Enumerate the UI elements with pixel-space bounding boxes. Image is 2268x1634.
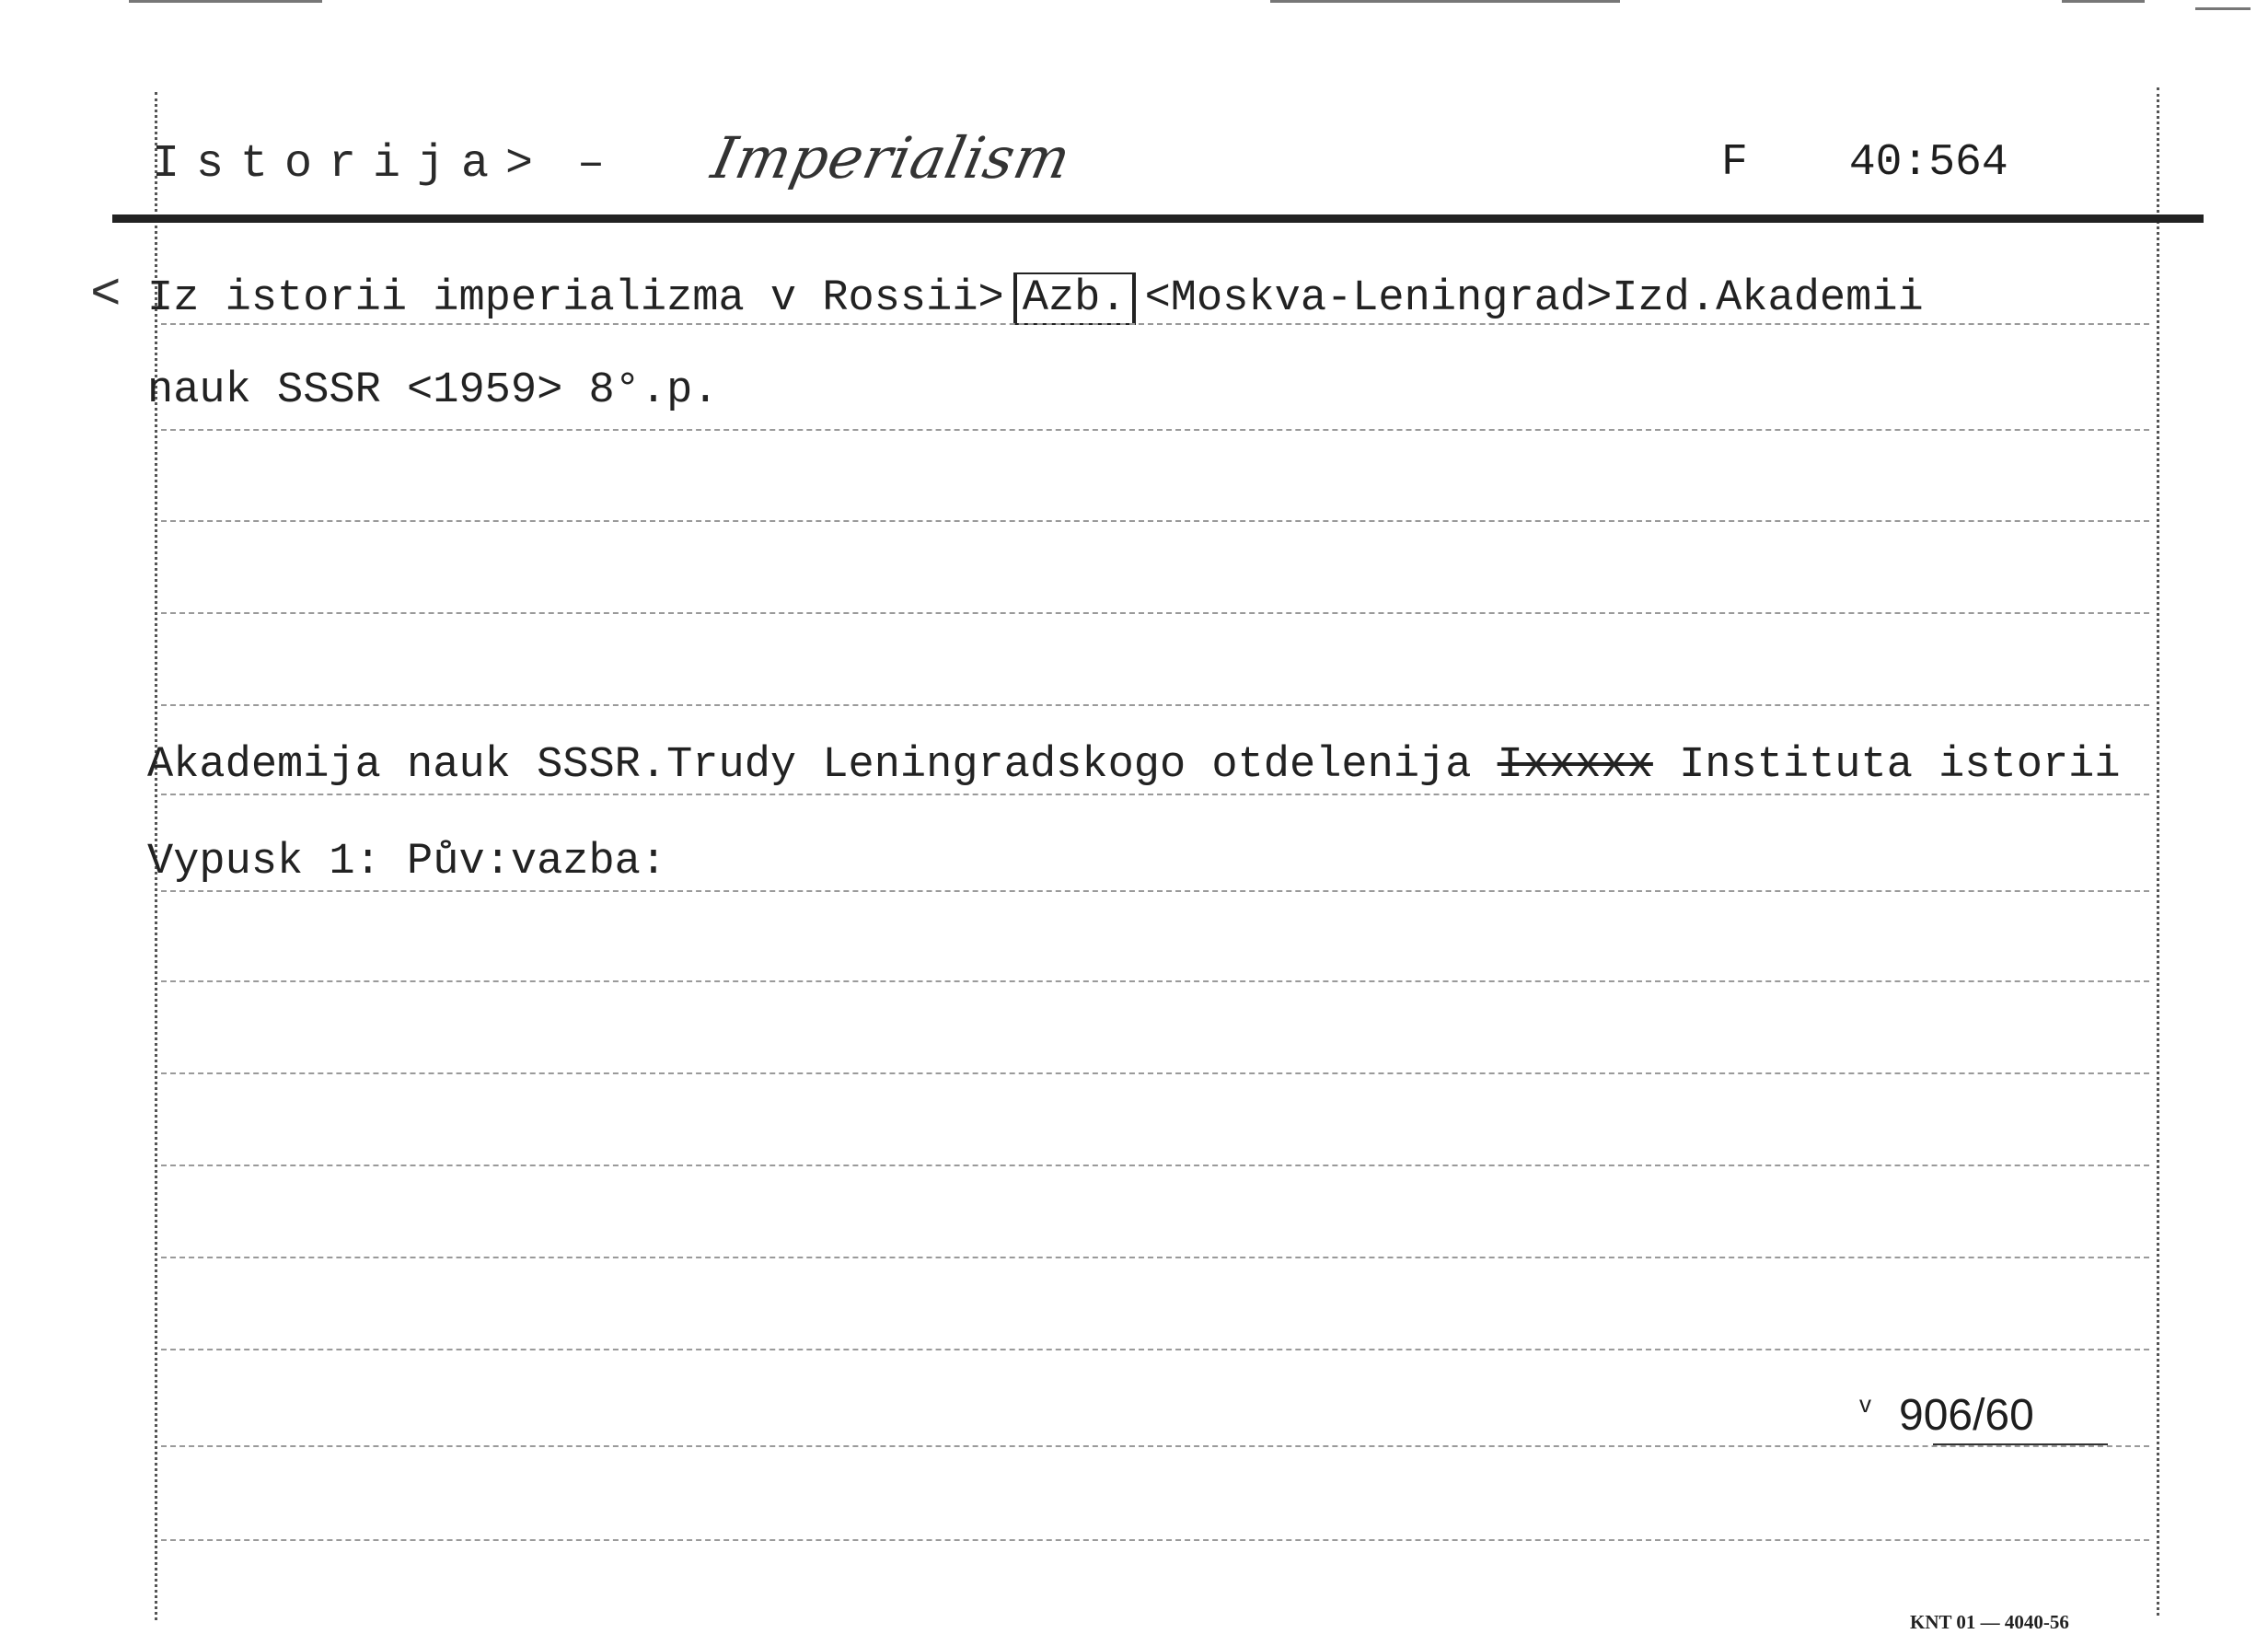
writing-line	[161, 794, 2149, 795]
right-margin-line	[2157, 87, 2159, 1616]
heading-typed: Istorija>	[152, 138, 550, 191]
scan-edge	[2195, 7, 2251, 10]
language-box: Azb.	[1013, 272, 1136, 325]
writing-line	[161, 704, 2149, 706]
volume-line: Vypusk 1: Pův:vazba:	[147, 838, 667, 887]
writing-line	[161, 1072, 2149, 1074]
writing-line	[161, 1349, 2149, 1350]
writing-line	[161, 1257, 2149, 1258]
writing-line	[161, 520, 2149, 522]
form-code: KNT 01 — 4040-56	[1910, 1611, 2069, 1633]
writing-line	[161, 890, 2149, 892]
writing-line	[161, 1539, 2149, 1541]
writing-line	[161, 429, 2149, 431]
writing-line	[161, 323, 2149, 325]
series-struck: Ixxxxx	[1497, 741, 1653, 790]
writing-line	[161, 612, 2149, 614]
writing-line	[161, 1165, 2149, 1166]
title-line	[147, 272, 1924, 325]
heading-dash: –	[550, 138, 606, 191]
title-text: Iz istorii imperializma v Rossii>	[147, 274, 1004, 323]
check-tick: v	[1859, 1390, 1871, 1418]
accession-number	[1859, 1390, 2034, 1441]
call-number-prefix: F	[1721, 138, 1748, 188]
accession-value: 906/60	[1899, 1391, 2034, 1440]
imprint-place: <Moskva-Leningrad>Izd.Akademii	[1144, 274, 1924, 323]
heading-rule	[112, 214, 2204, 223]
heading-handwritten: Imperialism	[706, 124, 1078, 191]
series-prefix: Akademija nauk SSSR.Trudy Leningradskogo otdelenija	[147, 741, 1498, 790]
imprint-line: nauk SSSR <1959> 8°.p.	[147, 366, 719, 415]
series-line	[147, 741, 2121, 790]
accession-underline	[1933, 1443, 2108, 1445]
series-suffix: Instituta istorii	[1652, 741, 2121, 790]
writing-line	[161, 980, 2149, 982]
writing-line	[161, 1445, 2149, 1447]
entry-marker: <	[90, 265, 122, 324]
scan-edge	[1270, 0, 1620, 3]
subject-heading	[152, 138, 605, 191]
call-number	[1721, 138, 2008, 188]
call-number-value: 40:564	[1848, 138, 2008, 188]
scan-edge	[2062, 0, 2145, 3]
scan-edge	[129, 0, 322, 3]
